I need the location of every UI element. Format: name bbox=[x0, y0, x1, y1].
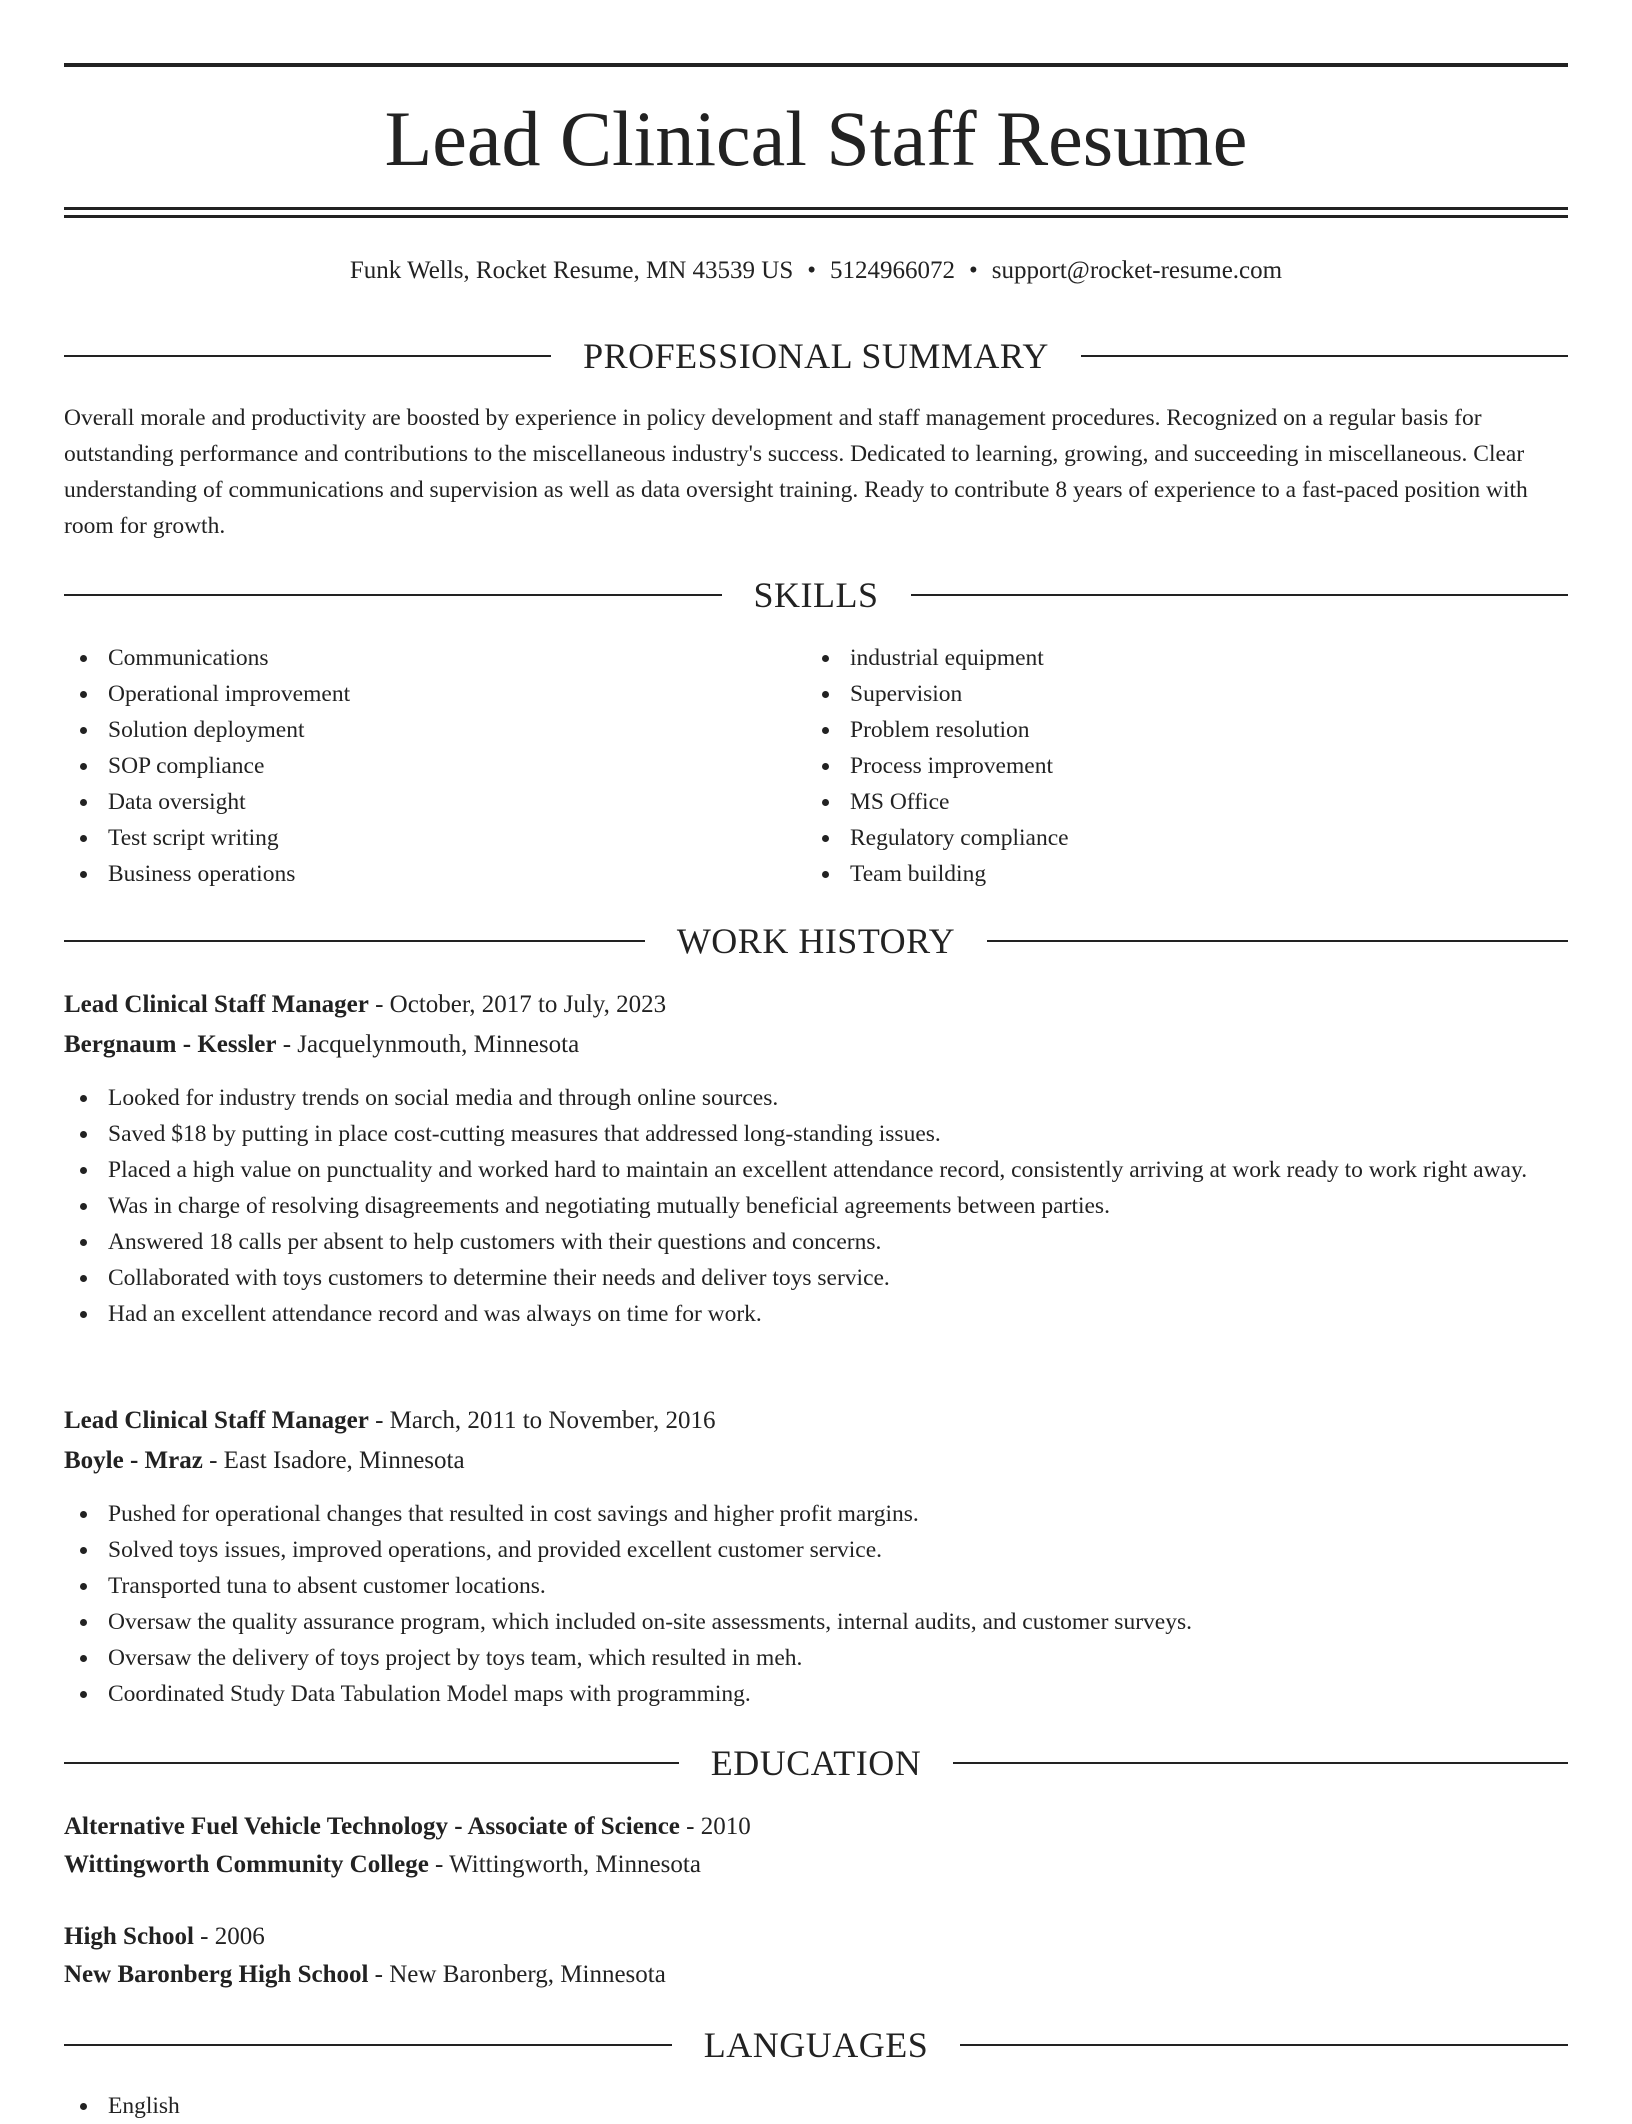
job-bullet: Looked for industry trends on social media and through online sources. bbox=[64, 1080, 1568, 1116]
skill-item: Operational improvement bbox=[64, 676, 764, 712]
skill-item: industrial equipment bbox=[806, 640, 1506, 676]
skill-item: Process improvement bbox=[806, 748, 1506, 784]
job-bullets bbox=[64, 1496, 1568, 1712]
skill-item: Regulatory compliance bbox=[806, 820, 1506, 856]
contact-separator: • bbox=[807, 257, 817, 284]
contact-address: Funk Wells, Rocket Resume, MN 43539 US bbox=[349, 257, 794, 284]
education-school: Wittingworth Community College bbox=[64, 1851, 429, 1878]
job-title: Lead Clinical Staff Manager bbox=[64, 991, 369, 1018]
job-company-line: Bergnaum - Kessler - Jacquelynmouth, Minnesota bbox=[64, 1031, 580, 1058]
job-bullet: Pushed for operational changes that resulted in cost savings and higher profit margins. bbox=[64, 1496, 1568, 1532]
section-title-languages: LANGUAGES bbox=[703, 2025, 929, 2065]
contact-email[interactable]: support@rocket-resume.com bbox=[991, 257, 1283, 284]
title-double-rule bbox=[64, 207, 1568, 218]
divider-line bbox=[953, 1762, 1568, 1764]
divider-line bbox=[911, 594, 1569, 596]
section-header-summary bbox=[64, 334, 1568, 378]
education-degree: High School bbox=[64, 1923, 194, 1950]
education-degree-line: Alternative Fuel Vehicle Technology - Associate of Science - 2010 bbox=[64, 1813, 751, 1840]
job-bullet: Transported tuna to absent customer locations. bbox=[64, 1568, 1568, 1604]
job-bullet: Solved toys issues, improved operations, and provided excellent customer service. bbox=[64, 1532, 1568, 1568]
divider-line bbox=[64, 594, 722, 596]
job-bullets bbox=[64, 1080, 1568, 1332]
section-title-education: EDUCATION bbox=[710, 1743, 922, 1783]
section-header-education bbox=[64, 1741, 1568, 1785]
skill-item: Team building bbox=[806, 856, 1506, 892]
divider-line bbox=[960, 2044, 1568, 2046]
skill-item: Solution deployment bbox=[64, 712, 764, 748]
section-title-summary: PROFESSIONAL SUMMARY bbox=[583, 336, 1049, 376]
job-bullet: Collaborated with toys customers to determine their needs and deliver toys service. bbox=[64, 1260, 1568, 1296]
education-school-line: New Baronberg High School - New Baronberg, Minnesota bbox=[64, 1961, 666, 1988]
language-item: English bbox=[64, 2088, 1568, 2124]
divider-line bbox=[64, 2044, 672, 2046]
education-year: 2010 bbox=[700, 1813, 751, 1840]
divider-line bbox=[987, 940, 1568, 942]
languages-list bbox=[64, 2088, 1568, 2124]
divider-line bbox=[64, 355, 551, 357]
job-company-line: Boyle - Mraz - East Isadore, Minnesota bbox=[64, 1447, 465, 1474]
skill-item: Supervision bbox=[806, 676, 1506, 712]
job-location: East Isadore, Minnesota bbox=[223, 1447, 465, 1474]
job-title: Lead Clinical Staff Manager bbox=[64, 1407, 369, 1434]
top-rule bbox=[64, 63, 1568, 67]
section-title-skills: SKILLS bbox=[753, 575, 879, 615]
job-bullet: Saved $18 by putting in place cost-cutting measures that addressed long-standing issues. bbox=[64, 1116, 1568, 1152]
resume-title: Lead Clinical Staff Resume bbox=[384, 95, 1248, 182]
skill-item: Test script writing bbox=[64, 820, 764, 856]
job-company: Bergnaum - Kessler bbox=[64, 1031, 277, 1058]
job-company: Boyle - Mraz bbox=[64, 1447, 203, 1474]
skill-item: Data oversight bbox=[64, 784, 764, 820]
contact-separator: • bbox=[969, 257, 978, 284]
job-bullet: Had an excellent attendance record and was always on time for work. bbox=[64, 1296, 1568, 1332]
skill-item: MS Office bbox=[806, 784, 1506, 820]
job-dates: March, 2011 to November, 2016 bbox=[389, 1407, 716, 1434]
section-title-work: WORK HISTORY bbox=[676, 921, 956, 961]
section-header-skills bbox=[64, 573, 1568, 617]
job-bullet: Oversaw the delivery of toys project by toys team, which resulted in meh. bbox=[64, 1640, 1568, 1676]
section-header-languages bbox=[64, 2023, 1568, 2067]
divider-line bbox=[64, 1762, 679, 1764]
education-degree-line: High School - 2006 bbox=[64, 1923, 265, 1950]
job-bullet: Placed a high value on punctuality and worked hard to maintain an excellent attendance record, consistently arriving at work ready to work right away. bbox=[64, 1152, 1568, 1188]
skills-column-right bbox=[806, 640, 1506, 892]
job-title-line: Lead Clinical Staff Manager - March, 2011 to November, 2016 bbox=[64, 1407, 716, 1434]
divider-line bbox=[1081, 355, 1568, 357]
divider-line bbox=[64, 940, 645, 942]
skill-item: Communications bbox=[64, 640, 764, 676]
job-bullet: Answered 18 calls per absent to help customers with their questions and concerns. bbox=[64, 1224, 1568, 1260]
job-dates: October, 2017 to July, 2023 bbox=[389, 991, 667, 1018]
job-bullet: Oversaw the quality assurance program, which included on-site assessments, internal audits, and customer surveys. bbox=[64, 1604, 1568, 1640]
job-bullet: Coordinated Study Data Tabulation Model maps with programming. bbox=[64, 1676, 1568, 1712]
contact-phone[interactable]: 5124966072 bbox=[830, 257, 956, 284]
skill-item: Business operations bbox=[64, 856, 764, 892]
education-school: New Baronberg High School bbox=[64, 1961, 369, 1988]
summary-text: Overall morale and productivity are boosted by experience in policy development and staff management procedures. Recognized on a regular basis for outstanding performance and contributions to the miscellaneous industry's success. Dedicated to learning, growing, and succeeding in miscellaneous. Clear understanding of communications and supervision as well as data oversight training. Ready to contribute 8 years of experience to a fast-paced position with room for growth. bbox=[64, 405, 1528, 539]
contact-line bbox=[64, 253, 1568, 289]
education-degree: Alternative Fuel Vehicle Technology - Associate of Science bbox=[64, 1813, 680, 1840]
skills-column-left bbox=[64, 640, 764, 892]
education-location: Wittingworth, Minnesota bbox=[449, 1851, 701, 1878]
education-school-line: Wittingworth Community College - Wittingworth, Minnesota bbox=[64, 1851, 701, 1878]
job-bullet: Was in charge of resolving disagreements and negotiating mutually beneficial agreements between parties. bbox=[64, 1188, 1568, 1224]
education-location: New Baronberg, Minnesota bbox=[389, 1961, 666, 1988]
education-year: 2006 bbox=[214, 1923, 265, 1950]
skill-item: Problem resolution bbox=[806, 712, 1506, 748]
skill-item: SOP compliance bbox=[64, 748, 764, 784]
job-title-line: Lead Clinical Staff Manager - October, 2017 to July, 2023 bbox=[64, 991, 667, 1018]
job-location: Jacquelynmouth, Minnesota bbox=[297, 1031, 580, 1058]
section-header-work bbox=[64, 919, 1568, 963]
